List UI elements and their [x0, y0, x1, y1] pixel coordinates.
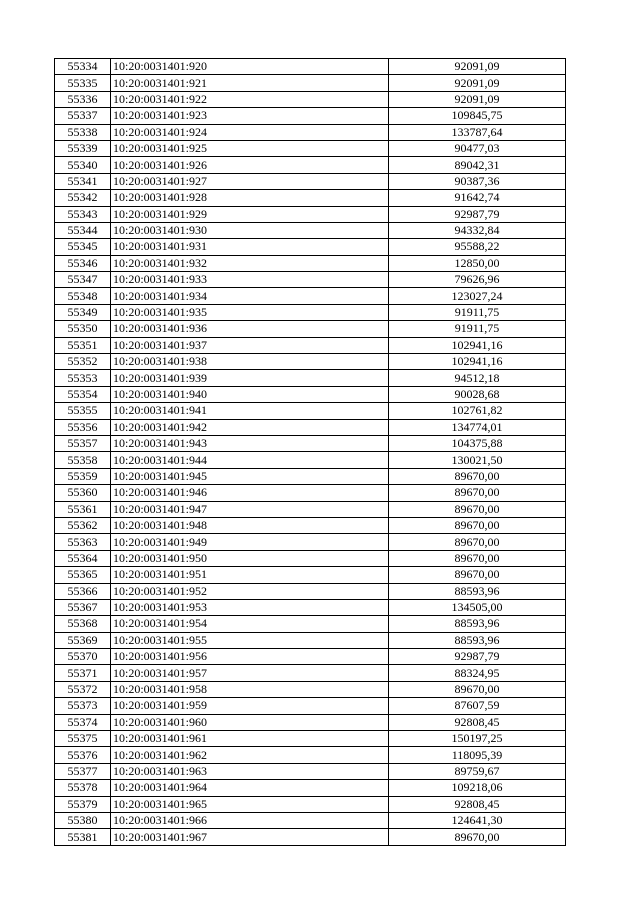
- row-number-cell: 55340: [55, 157, 111, 173]
- table-row: [55, 714, 566, 730]
- cadastral-number-cell: 10:20:0031401:955: [111, 632, 389, 648]
- row-number-cell: 55339: [55, 140, 111, 156]
- table-row: [55, 91, 566, 107]
- value-cell: 118095,39: [389, 747, 566, 763]
- row-number-cell: 55347: [55, 272, 111, 288]
- table-row: [55, 272, 566, 288]
- row-number-cell: 55378: [55, 780, 111, 796]
- table-row: [55, 370, 566, 386]
- row-number-cell: 55360: [55, 485, 111, 501]
- row-number-cell: 55381: [55, 829, 111, 845]
- cadastral-number-cell: 10:20:0031401:924: [111, 124, 389, 140]
- value-cell: 90477,03: [389, 140, 566, 156]
- table-row: [55, 59, 566, 75]
- cadastral-number-cell: 10:20:0031401:957: [111, 665, 389, 681]
- table-row: [55, 452, 566, 468]
- row-number-cell: 55337: [55, 108, 111, 124]
- table-row: [55, 354, 566, 370]
- row-number-cell: 55371: [55, 665, 111, 681]
- row-number-cell: 55342: [55, 190, 111, 206]
- table-row: [55, 747, 566, 763]
- row-number-cell: 55334: [55, 59, 111, 75]
- table-row: [55, 173, 566, 189]
- value-cell: 89759,67: [389, 763, 566, 779]
- row-number-cell: 55335: [55, 75, 111, 91]
- value-cell: 89670,00: [389, 534, 566, 550]
- cadastral-number-cell: 10:20:0031401:939: [111, 370, 389, 386]
- table-row: [55, 157, 566, 173]
- cadastral-number-cell: 10:20:0031401:949: [111, 534, 389, 550]
- row-number-cell: 55374: [55, 714, 111, 730]
- row-number-cell: 55357: [55, 435, 111, 451]
- table-row: [55, 108, 566, 124]
- value-cell: 92091,09: [389, 75, 566, 91]
- cadastral-number-cell: 10:20:0031401:932: [111, 255, 389, 271]
- table-row: [55, 288, 566, 304]
- value-cell: 89670,00: [389, 829, 566, 845]
- row-number-cell: 55368: [55, 616, 111, 632]
- row-number-cell: 55346: [55, 255, 111, 271]
- row-number-cell: 55364: [55, 550, 111, 566]
- cadastral-number-cell: 10:20:0031401:963: [111, 763, 389, 779]
- value-cell: 89670,00: [389, 485, 566, 501]
- row-number-cell: 55351: [55, 337, 111, 353]
- cadastral-value-table: [54, 58, 566, 846]
- cadastral-number-cell: 10:20:0031401:927: [111, 173, 389, 189]
- table-row: [55, 485, 566, 501]
- table-row: [55, 649, 566, 665]
- row-number-cell: 55358: [55, 452, 111, 468]
- value-cell: 92808,45: [389, 714, 566, 730]
- value-cell: 92091,09: [389, 59, 566, 75]
- value-cell: 133787,64: [389, 124, 566, 140]
- cadastral-number-cell: 10:20:0031401:954: [111, 616, 389, 632]
- row-number-cell: 55352: [55, 354, 111, 370]
- value-cell: 102941,16: [389, 354, 566, 370]
- table-row: [55, 698, 566, 714]
- table-row: [55, 534, 566, 550]
- value-cell: 12850,00: [389, 255, 566, 271]
- row-number-cell: 55361: [55, 501, 111, 517]
- value-cell: 94332,84: [389, 222, 566, 238]
- cadastral-number-cell: 10:20:0031401:926: [111, 157, 389, 173]
- cadastral-number-cell: 10:20:0031401:951: [111, 567, 389, 583]
- row-number-cell: 55373: [55, 698, 111, 714]
- table-row: [55, 780, 566, 796]
- value-cell: 88593,96: [389, 616, 566, 632]
- table-row: [55, 255, 566, 271]
- value-cell: 123027,24: [389, 288, 566, 304]
- value-cell: 134505,00: [389, 599, 566, 615]
- cadastral-number-cell: 10:20:0031401:967: [111, 829, 389, 845]
- cadastral-number-cell: 10:20:0031401:946: [111, 485, 389, 501]
- value-cell: 89670,00: [389, 468, 566, 484]
- cadastral-number-cell: 10:20:0031401:923: [111, 108, 389, 124]
- value-cell: 92987,79: [389, 206, 566, 222]
- table-row: [55, 140, 566, 156]
- table-row: [55, 124, 566, 140]
- value-cell: 109218,06: [389, 780, 566, 796]
- cadastral-number-cell: 10:20:0031401:962: [111, 747, 389, 763]
- table-row: [55, 616, 566, 632]
- value-cell: 92091,09: [389, 91, 566, 107]
- row-number-cell: 55356: [55, 419, 111, 435]
- row-number-cell: 55367: [55, 599, 111, 615]
- cadastral-number-cell: 10:20:0031401:941: [111, 403, 389, 419]
- cadastral-number-cell: 10:20:0031401:935: [111, 304, 389, 320]
- value-cell: 87607,59: [389, 698, 566, 714]
- table-row: [55, 386, 566, 402]
- cadastral-number-cell: 10:20:0031401:943: [111, 435, 389, 451]
- table-row: [55, 681, 566, 697]
- value-cell: 89042,31: [389, 157, 566, 173]
- cadastral-number-cell: 10:20:0031401:920: [111, 59, 389, 75]
- cadastral-number-cell: 10:20:0031401:948: [111, 517, 389, 533]
- table-row: [55, 190, 566, 206]
- row-number-cell: 55341: [55, 173, 111, 189]
- table-row: [55, 239, 566, 255]
- table-row: [55, 222, 566, 238]
- value-cell: 150197,25: [389, 731, 566, 747]
- table-row: [55, 419, 566, 435]
- table-row: [55, 304, 566, 320]
- row-number-cell: 55354: [55, 386, 111, 402]
- cadastral-number-cell: 10:20:0031401:930: [111, 222, 389, 238]
- cadastral-number-cell: 10:20:0031401:928: [111, 190, 389, 206]
- row-number-cell: 55375: [55, 731, 111, 747]
- table-row: [55, 567, 566, 583]
- value-cell: 92808,45: [389, 796, 566, 812]
- value-cell: 130021,50: [389, 452, 566, 468]
- cadastral-number-cell: 10:20:0031401:925: [111, 140, 389, 156]
- row-number-cell: 55369: [55, 632, 111, 648]
- value-cell: 89670,00: [389, 681, 566, 697]
- row-number-cell: 55372: [55, 681, 111, 697]
- value-cell: 102941,16: [389, 337, 566, 353]
- table-row: [55, 665, 566, 681]
- value-cell: 88593,96: [389, 583, 566, 599]
- cadastral-number-cell: 10:20:0031401:921: [111, 75, 389, 91]
- table-row: [55, 468, 566, 484]
- table-row: [55, 517, 566, 533]
- table-row: [55, 632, 566, 648]
- row-number-cell: 55377: [55, 763, 111, 779]
- cadastral-number-cell: 10:20:0031401:945: [111, 468, 389, 484]
- cadastral-number-cell: 10:20:0031401:938: [111, 354, 389, 370]
- row-number-cell: 55345: [55, 239, 111, 255]
- value-cell: 79626,96: [389, 272, 566, 288]
- value-cell: 89670,00: [389, 550, 566, 566]
- value-cell: 94512,18: [389, 370, 566, 386]
- cadastral-number-cell: 10:20:0031401:959: [111, 698, 389, 714]
- table-row: [55, 321, 566, 337]
- value-cell: 90387,36: [389, 173, 566, 189]
- value-cell: 91642,74: [389, 190, 566, 206]
- row-number-cell: 55344: [55, 222, 111, 238]
- value-cell: 88324,95: [389, 665, 566, 681]
- row-number-cell: 55353: [55, 370, 111, 386]
- cadastral-number-cell: 10:20:0031401:958: [111, 681, 389, 697]
- row-number-cell: 55350: [55, 321, 111, 337]
- cadastral-number-cell: 10:20:0031401:952: [111, 583, 389, 599]
- row-number-cell: 55363: [55, 534, 111, 550]
- row-number-cell: 55348: [55, 288, 111, 304]
- row-number-cell: 55380: [55, 812, 111, 828]
- row-number-cell: 55379: [55, 796, 111, 812]
- value-cell: 91911,75: [389, 304, 566, 320]
- table-row: [55, 599, 566, 615]
- cadastral-number-cell: 10:20:0031401:966: [111, 812, 389, 828]
- table-row: [55, 501, 566, 517]
- value-cell: 134774,01: [389, 419, 566, 435]
- row-number-cell: 55359: [55, 468, 111, 484]
- table-row: [55, 75, 566, 91]
- cadastral-number-cell: 10:20:0031401:947: [111, 501, 389, 517]
- value-cell: 92987,79: [389, 649, 566, 665]
- row-number-cell: 55365: [55, 567, 111, 583]
- value-cell: 102761,82: [389, 403, 566, 419]
- cadastral-number-cell: 10:20:0031401:964: [111, 780, 389, 796]
- table-row: [55, 337, 566, 353]
- cadastral-number-cell: 10:20:0031401:922: [111, 91, 389, 107]
- table-row: [55, 731, 566, 747]
- value-cell: 95588,22: [389, 239, 566, 255]
- table-row: [55, 550, 566, 566]
- cadastral-number-cell: 10:20:0031401:936: [111, 321, 389, 337]
- row-number-cell: 55343: [55, 206, 111, 222]
- cadastral-number-cell: 10:20:0031401:937: [111, 337, 389, 353]
- row-number-cell: 55349: [55, 304, 111, 320]
- table-row: [55, 763, 566, 779]
- value-cell: 104375,88: [389, 435, 566, 451]
- cadastral-number-cell: 10:20:0031401:931: [111, 239, 389, 255]
- table-row: [55, 829, 566, 845]
- value-cell: 88593,96: [389, 632, 566, 648]
- cadastral-number-cell: 10:20:0031401:960: [111, 714, 389, 730]
- value-cell: 89670,00: [389, 501, 566, 517]
- value-cell: 109845,75: [389, 108, 566, 124]
- table-row: [55, 796, 566, 812]
- cadastral-number-cell: 10:20:0031401:956: [111, 649, 389, 665]
- value-cell: 124641,30: [389, 812, 566, 828]
- cadastral-number-cell: 10:20:0031401:950: [111, 550, 389, 566]
- row-number-cell: 55362: [55, 517, 111, 533]
- cadastral-number-cell: 10:20:0031401:965: [111, 796, 389, 812]
- value-cell: 90028,68: [389, 386, 566, 402]
- row-number-cell: 55355: [55, 403, 111, 419]
- table-row: [55, 435, 566, 451]
- cadastral-number-cell: 10:20:0031401:940: [111, 386, 389, 402]
- value-cell: 89670,00: [389, 567, 566, 583]
- row-number-cell: 55336: [55, 91, 111, 107]
- table-row: [55, 403, 566, 419]
- value-cell: 89670,00: [389, 517, 566, 533]
- cadastral-number-cell: 10:20:0031401:942: [111, 419, 389, 435]
- cadastral-number-cell: 10:20:0031401:934: [111, 288, 389, 304]
- row-number-cell: 55366: [55, 583, 111, 599]
- cadastral-number-cell: 10:20:0031401:933: [111, 272, 389, 288]
- value-cell: 91911,75: [389, 321, 566, 337]
- table-row: [55, 583, 566, 599]
- table-body: [55, 59, 566, 846]
- table-row: [55, 812, 566, 828]
- row-number-cell: 55370: [55, 649, 111, 665]
- cadastral-number-cell: 10:20:0031401:944: [111, 452, 389, 468]
- cadastral-number-cell: 10:20:0031401:961: [111, 731, 389, 747]
- cadastral-number-cell: 10:20:0031401:953: [111, 599, 389, 615]
- table-row: [55, 206, 566, 222]
- cadastral-number-cell: 10:20:0031401:929: [111, 206, 389, 222]
- row-number-cell: 55338: [55, 124, 111, 140]
- row-number-cell: 55376: [55, 747, 111, 763]
